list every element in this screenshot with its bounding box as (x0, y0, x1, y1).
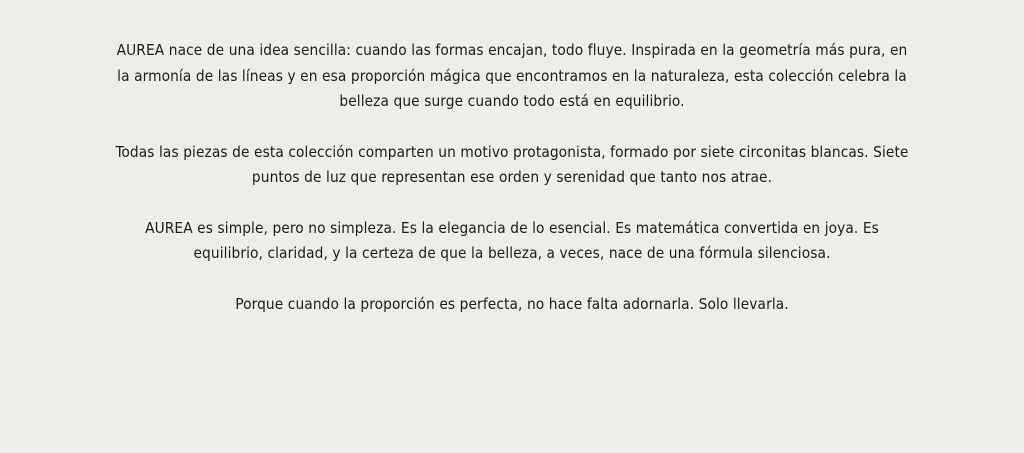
paragraph-motif: Todas las piezas de esta colección comparten un motivo protagonista, formado por siete circonitas blancas. Siete puntos de luz que representan ese orden y serenidad que tanto nos atrae. (115, 142, 909, 186)
paragraph-philosophy: AUREA es simple, pero no simpleza. Es la elegancia de lo esencial. Es matemática convertida en joya. Es equilibrio, claridad, y la certeza de que la belleza, a veces, nace de una fórmula silenciosa. (145, 218, 879, 262)
paragraph-closing: Porque cuando la proporción es perfecta, no hace falta adornarla. Solo llevarla. (235, 294, 789, 313)
paragraph-intro: AUREA nace de una idea sencilla: cuando las formas encajan, todo fluye. Inspirada en la geometría más pura, en la armonía de las líneas y en esa proporción mágica que encontramos en la naturaleza, esta colección celebra la belleza que surge cuando todo está en equilibrio. (116, 41, 908, 110)
bottom-spacer (112, 317, 912, 397)
